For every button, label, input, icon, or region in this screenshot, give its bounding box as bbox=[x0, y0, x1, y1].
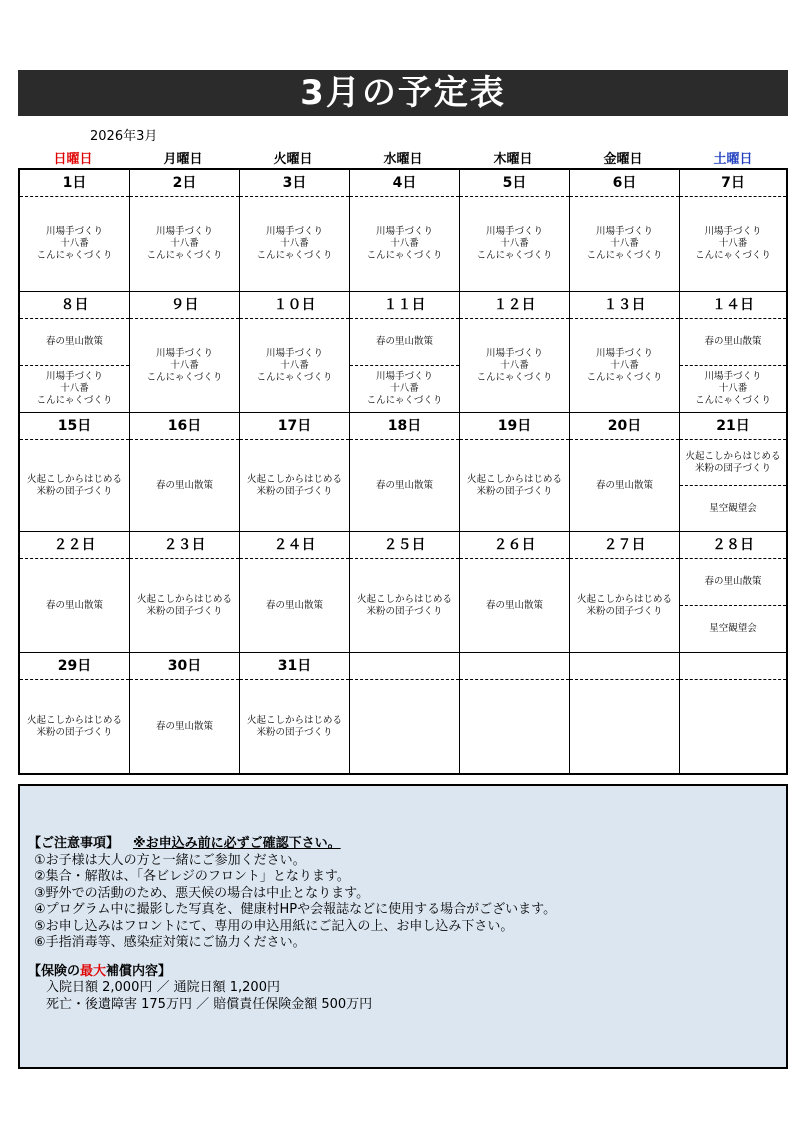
insurance-line: 入院日額 2,000円 ／ 通院日額 1,200円 bbox=[46, 980, 280, 995]
calendar-day-cell bbox=[130, 532, 240, 653]
event-list bbox=[130, 197, 239, 291]
day-number: １３日 bbox=[570, 292, 679, 319]
day-number: 7日 bbox=[680, 170, 786, 197]
event-list bbox=[350, 440, 459, 531]
calendar-day-cell bbox=[460, 653, 570, 773]
calendar-day-cell bbox=[570, 292, 680, 413]
day-number: １４日 bbox=[680, 292, 786, 319]
notice-heading-line bbox=[28, 836, 556, 853]
event-list bbox=[460, 440, 569, 531]
day-number: ８日 bbox=[20, 292, 129, 319]
event-entry: 春の里山散策 bbox=[45, 336, 103, 347]
weekday-header: 水曜日 bbox=[383, 152, 423, 167]
event-entry: 火起こしからはじめる 米粉の団子づくり bbox=[685, 450, 781, 474]
event-entry: 川場手づくり 十八番 こんにゃくづくり bbox=[366, 226, 443, 261]
event-entry: 春の里山散策 bbox=[485, 599, 543, 611]
calendar-day-cell bbox=[240, 653, 350, 773]
calendar-grid bbox=[18, 168, 788, 775]
day-number: 5日 bbox=[460, 170, 569, 197]
notice-heading: 【ご注意事項】 bbox=[28, 836, 120, 851]
day-number: 3日 bbox=[240, 170, 349, 197]
notice-item: ①お子様は大人の方と一緒にご参加ください。 bbox=[34, 852, 306, 868]
event-list bbox=[460, 680, 569, 773]
event-entry: 川場手づくり 十八番 こんにゃくづくり bbox=[695, 226, 771, 261]
notice-item: ②集合・解散は、「各ビレジのフロント」となります。 bbox=[34, 869, 350, 884]
event-entry: 川場手づくり 十八番 こんにゃくづくり bbox=[36, 226, 113, 261]
event-list bbox=[130, 319, 239, 412]
day-number: ２６日 bbox=[460, 532, 569, 559]
event-list bbox=[350, 319, 459, 412]
event-list bbox=[680, 319, 786, 412]
calendar-day-cell bbox=[130, 653, 240, 773]
weekday-header: 火曜日 bbox=[273, 152, 313, 167]
notice-item: ④プログラム中に撮影した写真を、健康村HPや会報誌などに使用する場合がございます。 bbox=[34, 902, 557, 917]
event-list bbox=[350, 197, 459, 291]
event-entry: 火起こしからはじめる 米粉の団子づくり bbox=[356, 593, 452, 617]
event-list bbox=[570, 319, 679, 412]
calendar-day-cell bbox=[240, 170, 350, 292]
event-list bbox=[570, 680, 679, 773]
day-number: １０日 bbox=[240, 292, 349, 319]
event-entry: 火起こしからはじめる 米粉の団子づくり bbox=[466, 473, 562, 497]
day-number: 6日 bbox=[570, 170, 679, 197]
day-number: 30日 bbox=[130, 653, 239, 680]
day-number: 16日 bbox=[130, 413, 239, 440]
day-number: ９日 bbox=[130, 292, 239, 319]
calendar-day-cell bbox=[680, 532, 786, 653]
calendar-day-cell bbox=[240, 532, 350, 653]
event-list bbox=[240, 680, 349, 773]
event-entry: 川場手づくり 十八番 こんにゃくづくり bbox=[586, 226, 663, 261]
calendar-day-cell bbox=[680, 292, 786, 413]
event-entry: 春の里山散策 bbox=[265, 599, 323, 611]
event-entry: 春の里山散策 bbox=[595, 479, 653, 491]
event-list bbox=[350, 559, 459, 652]
day-number: 15日 bbox=[20, 413, 129, 440]
day-number: 20日 bbox=[570, 413, 679, 440]
event-list bbox=[680, 440, 786, 531]
calendar-day-cell bbox=[460, 292, 570, 413]
insurance-heading-post: 補償内容】 bbox=[106, 963, 172, 979]
event-entry: 川場手づくり 十八番 こんにゃくづくり bbox=[146, 347, 223, 383]
calendar-day-cell bbox=[680, 170, 786, 292]
day-number: 29日 bbox=[20, 653, 129, 680]
day-number: 19日 bbox=[460, 413, 569, 440]
day-number: 17日 bbox=[240, 413, 349, 440]
event-list bbox=[460, 197, 569, 291]
calendar-day-cell bbox=[460, 170, 570, 292]
notice-item: ⑥手指消毒等、感染症対策にご協力ください。 bbox=[34, 935, 306, 950]
calendar-day-cell bbox=[680, 653, 786, 773]
calendar-day-cell bbox=[130, 170, 240, 292]
day-number bbox=[460, 653, 569, 680]
notice-item: ⑤お申し込みはフロントにて、専用の申込用紙にご記入の上、お申し込み下さい。 bbox=[34, 918, 514, 934]
event-entry: 星空観望会 bbox=[680, 605, 786, 652]
event-list bbox=[20, 559, 129, 652]
event-entry: 川場手づくり 十八番 こんにゃくづくり bbox=[20, 365, 129, 412]
day-number bbox=[570, 653, 679, 680]
event-entry: 春の里山散策 bbox=[375, 479, 433, 491]
calendar-day-cell bbox=[20, 413, 130, 532]
event-entry: 川場手づくり 十八番 こんにゃくづくり bbox=[256, 347, 333, 383]
calendar-day-cell bbox=[20, 532, 130, 653]
event-entry: 川場手づくり 十八番 こんにゃくづくり bbox=[680, 365, 786, 412]
calendar-day-cell bbox=[20, 653, 130, 773]
calendar-day-cell bbox=[680, 413, 786, 532]
calendar-day-cell bbox=[350, 532, 460, 653]
event-list bbox=[570, 559, 679, 652]
event-entry: 火起こしからはじめる 米粉の団子づくり bbox=[246, 473, 342, 497]
day-number: 4日 bbox=[350, 170, 459, 197]
calendar-day-cell bbox=[20, 170, 130, 292]
event-entry: 川場手づくり 十八番 こんにゃくづくり bbox=[476, 347, 553, 383]
event-entry: 火起こしからはじめる 米粉の団子づくり bbox=[26, 473, 122, 497]
calendar-day-cell bbox=[570, 170, 680, 292]
event-list bbox=[570, 440, 679, 531]
weekday-header: 金曜日 bbox=[603, 152, 643, 167]
calendar-day-cell bbox=[570, 653, 680, 773]
day-number bbox=[350, 653, 459, 680]
event-list bbox=[130, 559, 239, 652]
notice-panel bbox=[18, 784, 788, 1069]
calendar-day-cell bbox=[350, 292, 460, 413]
event-list bbox=[20, 197, 129, 291]
insurance-heading bbox=[28, 964, 556, 981]
event-list bbox=[680, 559, 786, 652]
event-entry: 火起こしからはじめる 米粉の団子づくり bbox=[26, 714, 122, 738]
calendar-day-cell bbox=[240, 292, 350, 413]
event-entry: 春の里山散策 bbox=[704, 576, 762, 587]
calendar-day-cell bbox=[350, 170, 460, 292]
day-number: １２日 bbox=[460, 292, 569, 319]
day-number: ２３日 bbox=[130, 532, 239, 559]
event-list bbox=[460, 319, 569, 412]
event-list bbox=[240, 197, 349, 291]
day-number: 31日 bbox=[240, 653, 349, 680]
day-number: ２５日 bbox=[350, 532, 459, 559]
event-entry: 川場手づくり 十八番 こんにゃくづくり bbox=[146, 226, 223, 261]
event-entry: 火起こしからはじめる 米粉の団子づくり bbox=[136, 593, 232, 617]
event-entry: 春の里山散策 bbox=[375, 336, 433, 347]
event-list bbox=[350, 680, 459, 773]
calendar-day-cell bbox=[350, 653, 460, 773]
event-entry: 川場手づくり 十八番 こんにゃくづくり bbox=[256, 226, 333, 261]
event-entry: 春の里山散策 bbox=[155, 720, 213, 732]
event-entry: 火起こしからはじめる 米粉の団子づくり bbox=[576, 593, 672, 617]
event-list bbox=[680, 680, 786, 773]
event-list bbox=[460, 559, 569, 652]
day-number: 18日 bbox=[350, 413, 459, 440]
insurance-line: 死亡・後遺障害 175万円 ／ 賠償責任保険金額 500万円 bbox=[46, 996, 373, 1012]
day-number bbox=[680, 653, 786, 680]
day-number: ２４日 bbox=[240, 532, 349, 559]
weekday-header: 月曜日 bbox=[163, 152, 203, 167]
notice-confirm: ※お申込み前に必ずご確認下さい。 bbox=[133, 836, 341, 851]
weekday-header: 木曜日 bbox=[493, 152, 533, 167]
day-number: １１日 bbox=[350, 292, 459, 319]
day-number: ２７日 bbox=[570, 532, 679, 559]
event-entry: 川場手づくり 十八番 こんにゃくづくり bbox=[476, 226, 553, 261]
calendar-day-cell bbox=[460, 532, 570, 653]
calendar-day-cell bbox=[350, 413, 460, 532]
page-title: 3月の予定表 bbox=[18, 70, 788, 116]
event-list bbox=[240, 319, 349, 412]
day-number: ２２日 bbox=[20, 532, 129, 559]
event-list bbox=[240, 559, 349, 652]
event-entry: 川場手づくり 十八番 こんにゃくづくり bbox=[350, 365, 459, 412]
weekday-header: 日曜日 bbox=[53, 152, 93, 167]
day-number: 21日 bbox=[680, 413, 786, 440]
event-entry: 春の里山散策 bbox=[45, 599, 103, 611]
insurance-heading-pre: 【保険の bbox=[28, 963, 81, 979]
calendar-day-cell bbox=[570, 413, 680, 532]
calendar-day-cell bbox=[240, 413, 350, 532]
notice-item: ③野外での活動のため、悪天候の場合は中止となります。 bbox=[34, 885, 370, 901]
event-entry: 春の里山散策 bbox=[704, 336, 762, 347]
event-list bbox=[130, 680, 239, 773]
day-number: ２８日 bbox=[680, 532, 786, 559]
calendar-day-cell bbox=[460, 413, 570, 532]
event-list bbox=[20, 319, 129, 412]
event-entry: 火起こしからはじめる 米粉の団子づくり bbox=[246, 714, 342, 738]
event-list bbox=[570, 197, 679, 291]
event-list bbox=[130, 440, 239, 531]
day-number: 1日 bbox=[20, 170, 129, 197]
event-list bbox=[20, 680, 129, 773]
event-list bbox=[680, 197, 786, 291]
event-entry: 星空観望会 bbox=[680, 485, 786, 531]
weekday-header-row bbox=[18, 148, 788, 168]
calendar-day-cell bbox=[130, 413, 240, 532]
day-number: 2日 bbox=[130, 170, 239, 197]
calendar-day-cell bbox=[20, 292, 130, 413]
month-label: 2026年3月 bbox=[90, 129, 158, 144]
weekday-header: 土曜日 bbox=[713, 152, 753, 167]
calendar-day-cell bbox=[130, 292, 240, 413]
event-entry: 春の里山散策 bbox=[155, 479, 213, 491]
calendar-day-cell bbox=[570, 532, 680, 653]
insurance-heading-highlight: 最大 bbox=[80, 963, 107, 979]
event-entry: 川場手づくり 十八番 こんにゃくづくり bbox=[586, 347, 663, 383]
event-list bbox=[20, 440, 129, 531]
event-list bbox=[240, 440, 349, 531]
